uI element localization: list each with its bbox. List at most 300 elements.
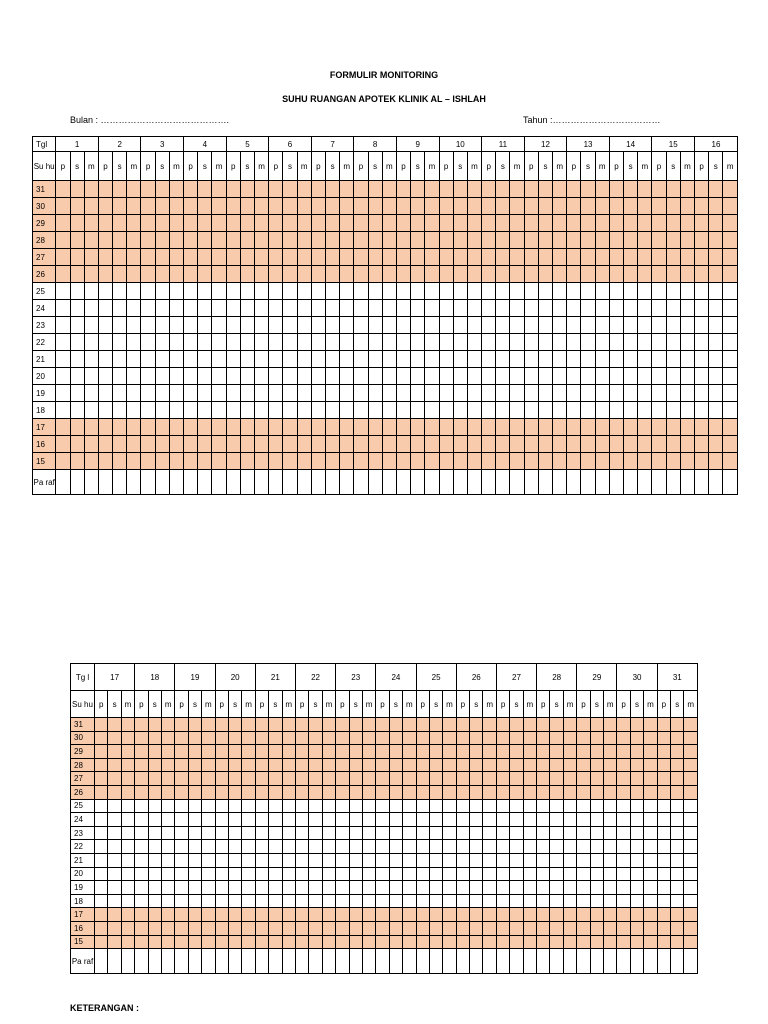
- signature-cell: [113, 470, 127, 495]
- shift-label: m: [443, 691, 456, 718]
- record-cell: [563, 921, 576, 935]
- record-cell: [624, 283, 638, 300]
- record-cell: [84, 181, 98, 198]
- record-cell: [282, 840, 295, 854]
- record-cell: [671, 799, 684, 813]
- record-cell: [416, 745, 429, 759]
- record-cell: [202, 840, 215, 854]
- record-cell: [577, 718, 590, 732]
- record-cell: [368, 266, 382, 283]
- record-cell: [695, 368, 709, 385]
- record-cell: [624, 402, 638, 419]
- record-cell: [340, 198, 354, 215]
- record-cell: [295, 840, 308, 854]
- temp-row: [33, 215, 738, 232]
- record-cell: [354, 334, 368, 351]
- shift-label: s: [550, 691, 563, 718]
- record-cell: [169, 402, 183, 419]
- record-cell: [567, 368, 581, 385]
- shift-label: s: [309, 691, 322, 718]
- record-cell: [108, 772, 121, 786]
- record-cell: [98, 419, 112, 436]
- record-cell: [155, 453, 169, 470]
- record-cell: [141, 181, 155, 198]
- record-cell: [429, 785, 442, 799]
- record-cell: [510, 840, 523, 854]
- record-cell: [425, 266, 439, 283]
- record-cell: [630, 867, 643, 881]
- day-number: 22: [295, 664, 335, 691]
- record-cell: [354, 181, 368, 198]
- record-cell: [553, 215, 567, 232]
- record-cell: [349, 731, 362, 745]
- record-cell: [322, 894, 335, 908]
- record-cell: [617, 718, 630, 732]
- record-cell: [652, 453, 666, 470]
- shift-label: m: [523, 691, 536, 718]
- record-cell: [340, 402, 354, 419]
- record-cell: [188, 758, 201, 772]
- record-cell: [652, 198, 666, 215]
- record-cell: [581, 266, 595, 283]
- record-cell: [403, 881, 416, 895]
- record-cell: [215, 894, 228, 908]
- signature-cell: [537, 949, 550, 974]
- record-cell: [439, 351, 453, 368]
- record-cell: [483, 840, 496, 854]
- record-cell: [524, 436, 538, 453]
- record-cell: [577, 853, 590, 867]
- record-cell: [671, 718, 684, 732]
- record-cell: [644, 745, 657, 759]
- record-cell: [510, 921, 523, 935]
- record-cell: [496, 215, 510, 232]
- record-cell: [483, 826, 496, 840]
- record-cell: [590, 908, 603, 922]
- shift-label: m: [563, 691, 576, 718]
- record-cell: [121, 758, 134, 772]
- record-cell: [56, 436, 70, 453]
- record-cell: [228, 908, 241, 922]
- record-cell: [212, 266, 226, 283]
- record-cell: [354, 402, 368, 419]
- shift-label: m: [121, 691, 134, 718]
- record-cell: [212, 334, 226, 351]
- record-cell: [188, 745, 201, 759]
- record-cell: [202, 908, 215, 922]
- record-cell: [184, 198, 198, 215]
- record-cell: [577, 894, 590, 908]
- signature-cell: [524, 470, 538, 495]
- record-cell: [309, 772, 322, 786]
- temp-row: [33, 334, 738, 351]
- record-cell: [439, 402, 453, 419]
- record-cell: [553, 436, 567, 453]
- record-cell: [537, 799, 550, 813]
- record-cell: [368, 215, 382, 232]
- record-cell: [226, 215, 240, 232]
- record-cell: [483, 718, 496, 732]
- record-cell: [295, 908, 308, 922]
- record-cell: [638, 300, 652, 317]
- record-cell: [567, 266, 581, 283]
- day-number: 16: [695, 137, 738, 152]
- record-cell: [563, 785, 576, 799]
- record-cell: [567, 283, 581, 300]
- record-cell: [56, 181, 70, 198]
- record-cell: [322, 881, 335, 895]
- record-cell: [550, 894, 563, 908]
- signature-cell: [135, 949, 148, 974]
- record-cell: [169, 198, 183, 215]
- signature-cell: [590, 949, 603, 974]
- record-cell: [470, 840, 483, 854]
- record-cell: [680, 368, 694, 385]
- record-cell: [376, 826, 389, 840]
- record-cell: [148, 799, 161, 813]
- record-cell: [255, 853, 268, 867]
- record-cell: [439, 198, 453, 215]
- day-number: 21: [255, 664, 295, 691]
- record-cell: [228, 772, 241, 786]
- record-cell: [652, 334, 666, 351]
- record-cell: [228, 840, 241, 854]
- temp-row: [33, 181, 738, 198]
- record-cell: [148, 908, 161, 922]
- record-cell: [148, 935, 161, 949]
- record-cell: [617, 758, 630, 772]
- form-subtitle: SUHU RUANGAN APOTEK KLINIK AL – ISHLAH: [282, 94, 486, 104]
- record-cell: [644, 881, 657, 895]
- record-cell: [127, 436, 141, 453]
- record-cell: [538, 300, 552, 317]
- record-cell: [84, 351, 98, 368]
- record-cell: [443, 853, 456, 867]
- record-cell: [382, 334, 396, 351]
- record-cell: [127, 232, 141, 249]
- record-cell: [638, 453, 652, 470]
- record-cell: [524, 317, 538, 334]
- record-cell: [184, 215, 198, 232]
- record-cell: [443, 799, 456, 813]
- record-cell: [362, 894, 375, 908]
- record-cell: [376, 935, 389, 949]
- record-cell: [297, 436, 311, 453]
- record-cell: [482, 198, 496, 215]
- record-cell: [524, 351, 538, 368]
- record-cell: [169, 215, 183, 232]
- record-cell: [184, 351, 198, 368]
- record-cell: [652, 419, 666, 436]
- record-cell: [212, 300, 226, 317]
- temp-row: [33, 232, 738, 249]
- record-cell: [362, 853, 375, 867]
- record-cell: [98, 266, 112, 283]
- record-cell: [709, 368, 723, 385]
- record-cell: [537, 867, 550, 881]
- record-cell: [311, 198, 325, 215]
- record-cell: [644, 867, 657, 881]
- record-cell: [255, 334, 269, 351]
- shift-label: p: [567, 152, 581, 181]
- record-cell: [175, 908, 188, 922]
- record-cell: [228, 785, 241, 799]
- record-cell: [456, 731, 469, 745]
- record-cell: [553, 453, 567, 470]
- record-cell: [396, 334, 410, 351]
- record-cell: [362, 785, 375, 799]
- record-cell: [322, 785, 335, 799]
- record-cell: [577, 826, 590, 840]
- record-cell: [510, 772, 523, 786]
- record-cell: [604, 758, 617, 772]
- record-cell: [537, 935, 550, 949]
- record-cell: [282, 853, 295, 867]
- signature-cell: [169, 470, 183, 495]
- record-cell: [416, 894, 429, 908]
- record-cell: [470, 826, 483, 840]
- record-cell: [483, 758, 496, 772]
- record-cell: [396, 436, 410, 453]
- record-cell: [425, 419, 439, 436]
- record-cell: [396, 351, 410, 368]
- record-cell: [309, 718, 322, 732]
- record-cell: [169, 317, 183, 334]
- record-cell: [242, 935, 255, 949]
- record-cell: [671, 881, 684, 895]
- record-cell: [429, 881, 442, 895]
- signature-cell: [311, 470, 325, 495]
- record-cell: [496, 921, 509, 935]
- record-cell: [523, 813, 536, 827]
- record-cell: [340, 249, 354, 266]
- record-cell: [657, 853, 670, 867]
- record-cell: [198, 385, 212, 402]
- day-number: 4: [184, 137, 227, 152]
- record-cell: [609, 436, 623, 453]
- record-cell: [354, 368, 368, 385]
- record-cell: [311, 300, 325, 317]
- shift-label: p: [135, 691, 148, 718]
- record-cell: [617, 772, 630, 786]
- temp-label: 23: [33, 317, 56, 334]
- record-cell: [202, 921, 215, 935]
- record-cell: [70, 232, 84, 249]
- record-cell: [70, 385, 84, 402]
- temp-label: 24: [71, 813, 95, 827]
- record-cell: [496, 198, 510, 215]
- record-cell: [340, 181, 354, 198]
- record-cell: [70, 266, 84, 283]
- record-cell: [482, 317, 496, 334]
- record-cell: [524, 249, 538, 266]
- record-cell: [184, 317, 198, 334]
- record-cell: [311, 368, 325, 385]
- record-cell: [723, 198, 738, 215]
- record-cell: [595, 368, 609, 385]
- record-cell: [482, 402, 496, 419]
- record-cell: [443, 881, 456, 895]
- record-cell: [295, 785, 308, 799]
- record-cell: [311, 385, 325, 402]
- record-cell: [604, 881, 617, 895]
- record-cell: [524, 385, 538, 402]
- record-cell: [429, 935, 442, 949]
- record-cell: [550, 745, 563, 759]
- record-cell: [563, 772, 576, 786]
- record-cell: [523, 758, 536, 772]
- record-cell: [376, 894, 389, 908]
- record-cell: [709, 453, 723, 470]
- record-cell: [336, 921, 349, 935]
- record-cell: [349, 894, 362, 908]
- record-cell: [376, 813, 389, 827]
- record-cell: [113, 368, 127, 385]
- record-cell: [617, 921, 630, 935]
- record-cell: [617, 908, 630, 922]
- record-cell: [362, 745, 375, 759]
- record-cell: [411, 317, 425, 334]
- record-cell: [723, 368, 738, 385]
- record-cell: [657, 921, 670, 935]
- record-cell: [425, 181, 439, 198]
- record-cell: [283, 419, 297, 436]
- record-cell: [595, 385, 609, 402]
- temp-row: [33, 453, 738, 470]
- record-cell: [382, 453, 396, 470]
- record-cell: [524, 334, 538, 351]
- record-cell: [283, 266, 297, 283]
- record-cell: [84, 368, 98, 385]
- record-cell: [470, 935, 483, 949]
- shift-label: p: [524, 152, 538, 181]
- record-cell: [482, 266, 496, 283]
- shift-label: m: [161, 691, 174, 718]
- record-cell: [215, 745, 228, 759]
- record-cell: [283, 300, 297, 317]
- record-cell: [349, 785, 362, 799]
- record-cell: [354, 249, 368, 266]
- record-cell: [439, 385, 453, 402]
- record-cell: [581, 351, 595, 368]
- record-cell: [311, 283, 325, 300]
- record-cell: [325, 249, 339, 266]
- signature-cell: [255, 470, 269, 495]
- record-cell: [644, 718, 657, 732]
- record-cell: [70, 351, 84, 368]
- record-cell: [510, 266, 524, 283]
- record-cell: [684, 853, 698, 867]
- record-cell: [202, 731, 215, 745]
- record-cell: [84, 266, 98, 283]
- record-cell: [680, 232, 694, 249]
- record-cell: [467, 351, 481, 368]
- record-cell: [416, 853, 429, 867]
- record-cell: [98, 334, 112, 351]
- record-cell: [617, 840, 630, 854]
- record-cell: [70, 334, 84, 351]
- record-cell: [155, 181, 169, 198]
- record-cell: [188, 921, 201, 935]
- record-cell: [255, 402, 269, 419]
- shift-label: s: [349, 691, 362, 718]
- shift-header-row: [33, 152, 738, 181]
- record-cell: [198, 283, 212, 300]
- record-cell: [510, 826, 523, 840]
- record-cell: [184, 402, 198, 419]
- record-cell: [581, 283, 595, 300]
- record-cell: [368, 181, 382, 198]
- temp-label: 30: [71, 731, 95, 745]
- record-cell: [382, 317, 396, 334]
- record-cell: [411, 385, 425, 402]
- record-cell: [680, 453, 694, 470]
- temp-label: 28: [71, 758, 95, 772]
- record-cell: [709, 232, 723, 249]
- record-cell: [483, 785, 496, 799]
- record-cell: [198, 181, 212, 198]
- record-cell: [496, 385, 510, 402]
- record-cell: [609, 181, 623, 198]
- record-cell: [467, 181, 481, 198]
- record-cell: [169, 368, 183, 385]
- record-cell: [496, 317, 510, 334]
- record-cell: [680, 317, 694, 334]
- record-cell: [470, 718, 483, 732]
- record-cell: [680, 181, 694, 198]
- record-cell: [368, 317, 382, 334]
- record-cell: [456, 718, 469, 732]
- record-cell: [95, 826, 108, 840]
- signature-cell: [411, 470, 425, 495]
- signature-cell: [148, 949, 161, 974]
- record-cell: [121, 813, 134, 827]
- record-cell: [349, 772, 362, 786]
- day-number: 23: [336, 664, 376, 691]
- record-cell: [113, 215, 127, 232]
- record-cell: [84, 453, 98, 470]
- temp-label: 20: [33, 368, 56, 385]
- record-cell: [595, 181, 609, 198]
- record-cell: [269, 266, 283, 283]
- record-cell: [362, 935, 375, 949]
- signature-cell: [563, 949, 576, 974]
- record-cell: [255, 453, 269, 470]
- record-cell: [161, 799, 174, 813]
- record-cell: [553, 266, 567, 283]
- record-cell: [604, 908, 617, 922]
- record-cell: [684, 840, 698, 854]
- record-cell: [135, 758, 148, 772]
- record-cell: [483, 745, 496, 759]
- record-cell: [108, 881, 121, 895]
- record-cell: [84, 419, 98, 436]
- record-cell: [95, 840, 108, 854]
- record-cell: [354, 232, 368, 249]
- record-cell: [684, 785, 698, 799]
- paraf-row: [71, 949, 698, 974]
- record-cell: [411, 181, 425, 198]
- record-cell: [638, 351, 652, 368]
- record-cell: [581, 181, 595, 198]
- signature-cell: [84, 470, 98, 495]
- record-cell: [84, 215, 98, 232]
- record-cell: [269, 198, 283, 215]
- record-cell: [630, 826, 643, 840]
- record-cell: [215, 908, 228, 922]
- record-cell: [416, 826, 429, 840]
- record-cell: [567, 436, 581, 453]
